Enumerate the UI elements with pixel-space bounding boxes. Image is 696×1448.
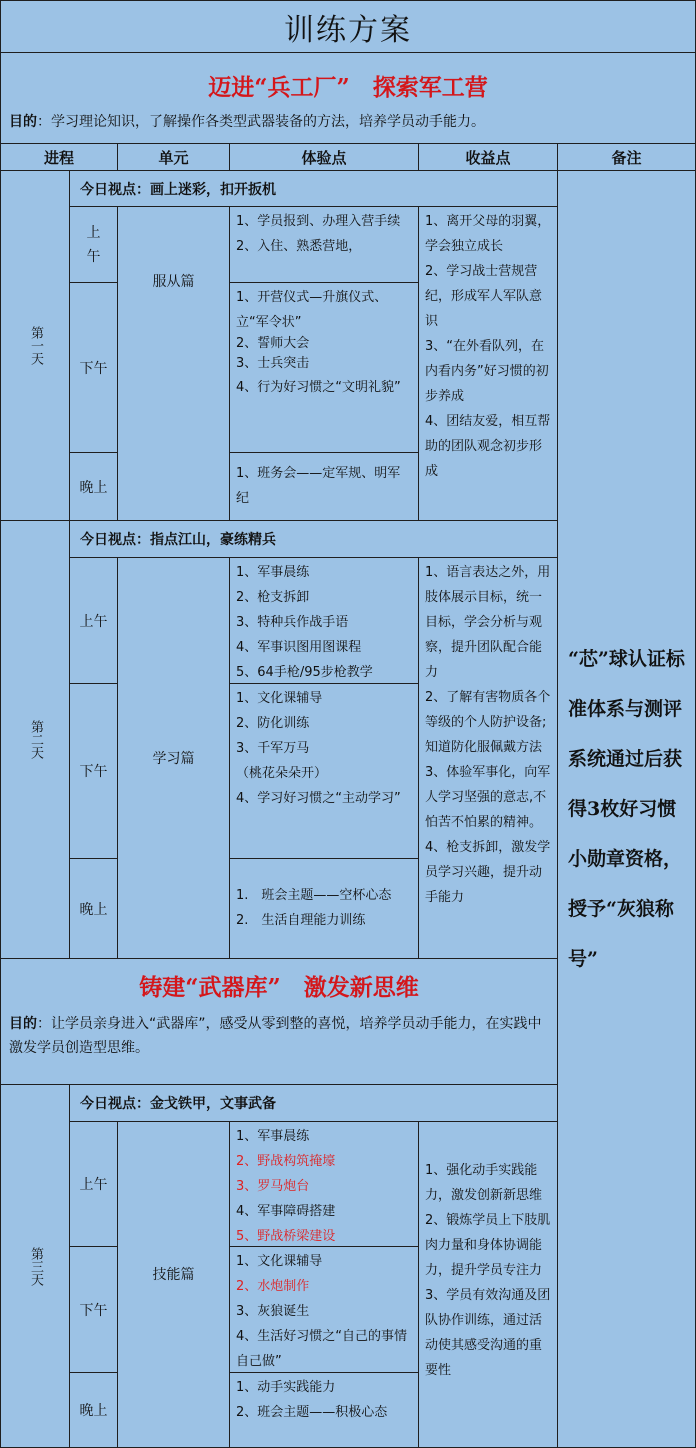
day3-morning-label: 上午 — [69, 1121, 118, 1247]
section2-purpose — [1, 1012, 557, 1060]
day2-unit: 学习篇 — [117, 557, 230, 959]
list-item: 1、动手实践能力 — [236, 1380, 336, 1395]
header-benefit: 收益点 — [418, 143, 558, 171]
list-item: 5、野战桥梁建设 — [236, 1229, 336, 1244]
list-item: 1、班务会——定军规、明军纪 — [236, 466, 401, 506]
list-item: 1、学员报到、办理入营手续 — [236, 214, 401, 229]
list-item: 3、罗马炮台 — [236, 1179, 310, 1194]
day2-label: 第二天 — [0, 520, 70, 959]
list-item: 4、军事障碍搭建 — [236, 1204, 336, 1219]
list-item: 1、强化动手实践能力，激发创新新思维 — [425, 1163, 543, 1203]
list-item: 4、行为好习惯之“文明礼貌” — [236, 380, 401, 395]
section2-purpose-text: ：让学员亲身进入“武器库”，感受从零到整的喜悦，培养学员动手能力，在实践中激发学员创造型思维。 — [9, 1016, 542, 1056]
page-title: 训练方案 — [0, 0, 696, 53]
day3-label: 第三天 — [0, 1084, 70, 1448]
day1-view: 今日视点：画上迷彩，扣开扳机 — [69, 170, 558, 207]
list-item: 1、文化课辅导 — [236, 691, 323, 706]
list-item: 2. 生活自理能力训练 — [236, 913, 366, 928]
header-experience: 体验点 — [229, 143, 419, 171]
list-item: 2、誓师大会 — [236, 336, 310, 351]
list-item: 4、学习好习惯之“主动学习” — [236, 791, 401, 806]
list-item: 5、64手枪/95步枪教学 — [236, 665, 373, 680]
day1-benefit-items — [418, 206, 558, 521]
list-item: 2、班会主题——积极心态 — [236, 1405, 388, 1420]
day3-view: 今日视点：金戈铁甲，文事武备 — [69, 1084, 558, 1122]
day2-evening-items — [229, 858, 419, 959]
list-item: 2、入住、熟悉营地， — [236, 239, 362, 254]
list-item: 1. 班会主题——空杯心态 — [236, 888, 392, 903]
list-item: 1、语言表达之外，用肢体展示目标，统一目标，学会分析与观察，提升团队配合能力 — [425, 565, 551, 680]
list-item: 4、团结友爱，相互帮助的团队观念初步形成 — [425, 414, 551, 479]
section1-purpose — [1, 110, 695, 134]
list-item: 3、学员有效沟通及团队协作训练，通过活动使其感受沟通的重要性 — [425, 1288, 551, 1378]
header-unit: 单元 — [117, 143, 230, 171]
header-progress: 进程 — [0, 143, 118, 171]
header-remark: 备注 — [557, 143, 696, 171]
list-item: 1、离开父母的羽翼，学会独立成长 — [425, 214, 551, 254]
list-item: 3、“在外看队列，在内看内务”好习惯的初步养成 — [425, 339, 549, 404]
day1-afternoon-label: 下午 — [69, 282, 118, 453]
section1-theme: 迈进“兵工厂” 探索军工营 — [208, 74, 488, 101]
day2-view: 今日视点：指点江山，豪练精兵 — [69, 520, 558, 558]
list-item: 2、锻炼学员上下肢肌肉力量和身体协调能力，提升学员专注力 — [425, 1213, 551, 1278]
day1-label: 第一天 — [0, 170, 70, 521]
list-item: 2、水炮制作 — [236, 1279, 310, 1294]
day3-afternoon-items — [229, 1246, 419, 1373]
day1-afternoon-items — [229, 282, 419, 453]
list-item: 1、军事晨练 — [236, 1129, 310, 1144]
list-item: 2、学习战士营规营纪，形成军人军队意识 — [425, 264, 543, 329]
list-item: 3、千军万马 — [236, 741, 310, 756]
list-item: 1、军事晨练 — [236, 565, 310, 580]
list-item: 1、文化课辅导 — [236, 1254, 323, 1269]
day3-morning-items — [229, 1121, 419, 1247]
remark-text: “芯”球认证标准体系与测评系统通过后获得3枚好习惯小勋章资格，授予“灰狼称号” — [568, 648, 685, 970]
section2-theme: 铸建“武器库” 激发新思维 — [139, 974, 419, 1001]
section2-header — [0, 958, 558, 1085]
list-item: 3、灰狼诞生 — [236, 1304, 310, 1319]
day2-morning-label: 上午 — [69, 557, 118, 684]
day1-unit: 服从篇 — [117, 206, 230, 521]
list-item: 2、野战构筑掩壕 — [236, 1154, 336, 1169]
day3-unit: 技能篇 — [117, 1121, 230, 1448]
list-item: 4、枪支拆卸，激发学员学习兴趣，提升动手能力 — [425, 840, 551, 905]
remark-cell — [557, 170, 696, 1448]
list-item: 1、开营仪式—升旗仪式、立“军令状” — [236, 290, 388, 330]
day2-benefit-items — [418, 557, 558, 959]
day2-evening-label: 晚上 — [69, 858, 118, 959]
list-item: （桃花朵朵开） — [236, 766, 328, 781]
list-item: 2、防化训练 — [236, 716, 310, 731]
section1-purpose-label: 目的 — [9, 114, 37, 130]
day1-morning-items — [229, 206, 419, 283]
list-item: 2、了解有害物质各个等级的个人防护设备;知道防化服佩戴方法 — [425, 690, 551, 755]
day3-benefit-items — [418, 1121, 558, 1448]
day3-evening-label: 晚上 — [69, 1372, 118, 1448]
list-item: 3、士兵突击 — [236, 356, 310, 371]
section2-purpose-label: 目的 — [9, 1016, 37, 1032]
day2-afternoon-label: 下午 — [69, 683, 118, 859]
list-item: 4、军事识图用图课程 — [236, 640, 362, 655]
day2-morning-items — [229, 557, 419, 684]
day3-afternoon-label: 下午 — [69, 1246, 118, 1373]
section1-header — [0, 52, 696, 144]
list-item: 2、枪支拆卸 — [236, 590, 310, 605]
day2-afternoon-items — [229, 683, 419, 859]
list-item: 4、生活好习惯之“自己的事情自己做” — [236, 1329, 408, 1369]
day1-evening-label: 晚上 — [69, 452, 118, 521]
day1-morning-label: 上午 — [69, 206, 118, 283]
section1-purpose-text: ：学习理论知识，了解操作各类型武器装备的方法，培养学员动手能力。 — [37, 114, 485, 130]
list-item: 3、体验军事化，向军人学习坚强的意志,不怕苦不怕累的精神。 — [425, 765, 551, 830]
day1-evening-items — [229, 452, 419, 521]
list-item: 3、特种兵作战手语 — [236, 615, 349, 630]
day3-evening-items — [229, 1372, 419, 1448]
